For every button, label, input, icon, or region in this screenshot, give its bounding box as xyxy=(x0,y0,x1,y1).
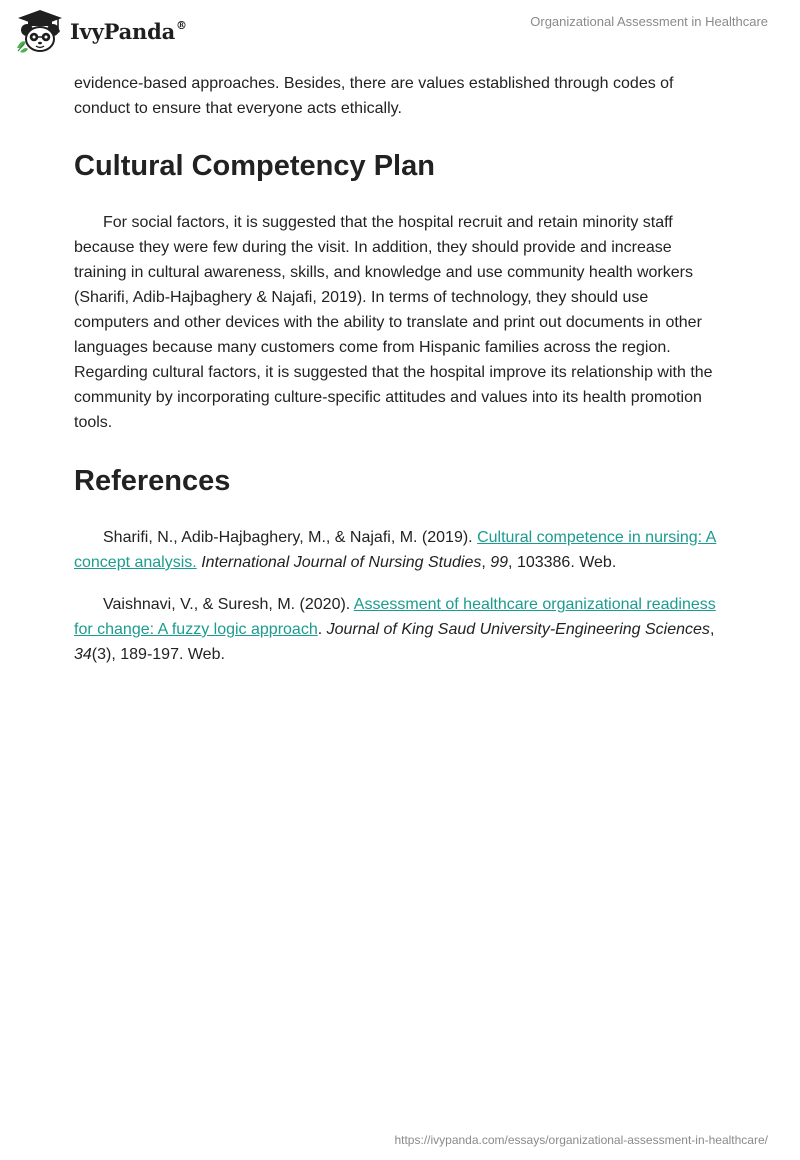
essay-content xyxy=(74,71,724,667)
footer-url[interactable]: https://ivypanda.com/essays/organizational-assessment-in-healthcare/ xyxy=(394,1133,768,1147)
reference-sep: , xyxy=(709,621,715,638)
reference-volume: 99 xyxy=(490,554,509,571)
references-heading: References xyxy=(74,465,231,497)
ivypanda-logo[interactable] xyxy=(14,8,187,54)
registered-mark: ® xyxy=(176,18,187,32)
page-header xyxy=(0,0,800,70)
reference-punct: . xyxy=(317,621,327,638)
reference-item xyxy=(74,592,724,667)
document-title: Organizational Assessment in Healthcare xyxy=(530,14,768,29)
reference-authors: Sharifi, N., Adib-Hajbaghery, M., & Najafi, M. (2019). xyxy=(103,529,478,546)
cultural-competency-paragraph: For social factors, it is suggested that the hospital recruit and retain minority staff because they were few during the visit. In addition, they should provide and increase training in cultural awareness, skills, and knowledge and use community health workers (Sharifi, Adib-Hajbaghery & Najafi, 2019). In terms of technology, they should use computers and other devices with the ability to translate and print out documents in other languages because many customers come from Hispanic families across the region. Regarding cultural factors, it is suggested that the hospital improve its relationship with the community by incorporating culture-specific attitudes and values into its health promotion tools. xyxy=(74,214,713,431)
reference-rest: (3), 189-197. Web. xyxy=(91,646,225,663)
cultural-competency-heading: Cultural Competency Plan xyxy=(74,150,435,182)
intro-paragraph: evidence-based approaches. Besides, there are values established through codes of conduct to ensure that everyone acts ethically. xyxy=(74,75,674,117)
reference-authors: Vaishnavi, V., & Suresh, M. (2020). xyxy=(103,596,354,613)
reference-journal: Journal of King Saud University-Engineering Sciences xyxy=(326,621,710,638)
reference-item xyxy=(74,525,724,575)
brand-name: IvyPanda® xyxy=(70,18,187,44)
reference-rest: , 103386. Web. xyxy=(508,554,617,571)
reference-sep: , xyxy=(481,554,491,571)
reference-link[interactable]: Assessment of healthcare organizational readiness for change: A fuzzy logic approach xyxy=(74,596,716,638)
reference-journal: International Journal of Nursing Studies xyxy=(201,554,482,571)
reference-volume: 34 xyxy=(74,646,92,663)
panda-graduation-icon xyxy=(14,8,66,54)
reference-link[interactable]: Cultural competence in nursing: A concept analysis. xyxy=(74,529,717,571)
